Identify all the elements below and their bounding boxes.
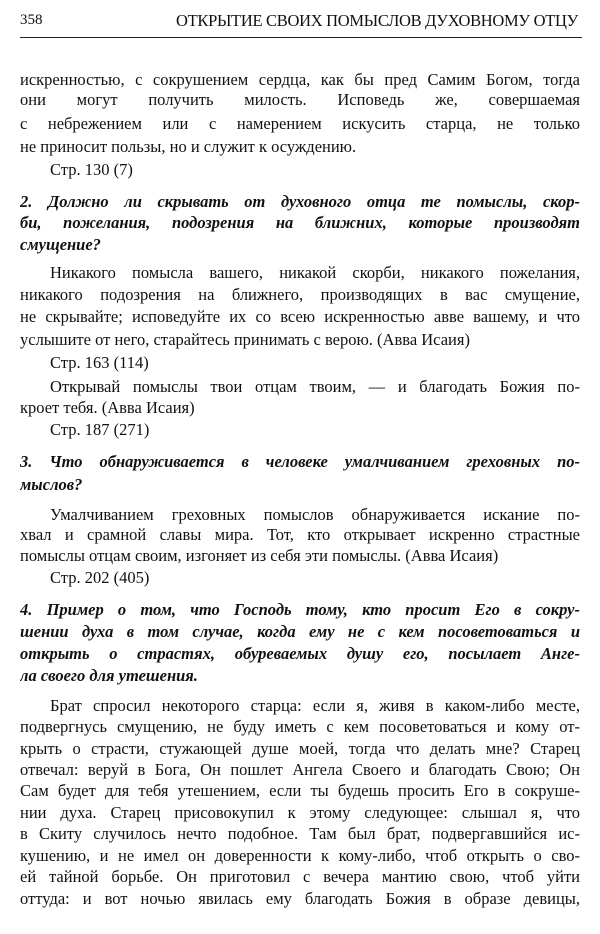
text-line: подвергнусь смущению, не буду иметь с кем посоветоваться и кому от- <box>20 717 580 736</box>
question-heading-line: 4. Пример о том, что Господь тому, кто просит Его в сокру- <box>20 600 580 619</box>
source-reference: Стр. 163 (114) <box>50 353 149 372</box>
header-rule <box>20 37 582 38</box>
text-line: Никакого помысла вашего, никакой скорби, никакого пожелания, <box>50 263 580 282</box>
question-heading-line: 3. Что обнаруживается в человеке умалчиванием греховных по- <box>20 452 580 471</box>
question-heading-line: ла своего для утешения. <box>20 666 198 685</box>
text-line: с небрежением или с намерением искусить старца, не только <box>20 114 580 133</box>
text-line: в Скиту случилось нечто подобное. Там был брат, подвергавшийся ис- <box>20 824 580 843</box>
text-line: Сам будет для тебя утешением, если ты будешь просить Его в сокруше- <box>20 781 580 800</box>
question-heading-line: шении духа в том случае, когда ему не с кем посоветоваться и <box>20 622 580 641</box>
text-line: отвечал: веруй в Бога, Он пошлет Ангела Своего и благодать Свою; Он <box>20 760 580 779</box>
page-number: 358 <box>20 12 43 28</box>
text-line: кушению, и не имел он доверенности к кому-либо, чтоб открыть о сво- <box>20 846 580 865</box>
text-line: не скрывайте; исповедуйте их со всею искренностью авве вашему, и что <box>20 307 580 326</box>
text-line: не приносит пользы, но и служит к осуждению. <box>20 137 357 156</box>
source-reference: Стр. 130 (7) <box>50 160 133 179</box>
question-heading-line: открыть о страстях, обуреваемых душу его, посылает Анге- <box>20 644 580 663</box>
text-line: Брат спросил некоторого старца: если я, живя в каком-либо месте, <box>50 696 580 715</box>
text-line: хвал и срамной славы мира. Тот, кто открывает искренно страстные <box>20 525 580 544</box>
text-line: ей тайной борьбе. Он приготовил с вечера мантию свою, чтоб уйти <box>20 867 580 886</box>
question-heading-line: би, пожелания, подозрения на ближних, которые производят <box>20 213 580 232</box>
question-heading-line: смущение? <box>20 235 101 254</box>
text-line: услышите от него, старайтесь принимать с верою. (Авва Исаия) <box>20 330 470 349</box>
question-heading-line: 2. Должно ли скрывать от духовного отца те помыслы, скор- <box>20 192 580 211</box>
text-line: крыть о страсти, стужающей душе моей, тогда что делать мне? Старец <box>20 739 580 758</box>
text-line: они могут получить милость. Исповедь же, совершаемая <box>20 90 580 109</box>
text-line: Открывай помыслы твои отцам твоим, — и благодать Божия по- <box>50 377 580 396</box>
running-title: ОТКРЫТИЕ СВОИХ ПОМЫСЛОВ ДУХОВНОМУ ОТЦУ <box>175 11 578 30</box>
text-line: нии духа. Старец присовокупил к этому следующее: слышал я, что <box>20 803 580 822</box>
text-line: кроет тебя. (Авва Исаия) <box>20 398 195 417</box>
text-line: никакого подозрения на ближнего, производящих в вас смущение, <box>20 285 580 304</box>
text-line: Умалчиванием греховных помыслов обнаруживается искание по- <box>50 505 580 524</box>
text-line: помыслы отцам своим, изгоняет из себя эти помыслы. (Авва Исаия) <box>20 546 499 565</box>
question-heading-line: мыслов? <box>20 475 83 494</box>
text-line: оттуда: и вот ночью явилась ему благодать Божия в образе девицы, <box>20 889 580 908</box>
source-reference: Стр. 187 (271) <box>50 420 150 439</box>
text-line: искренностью, с сокрушением сердца, как бы пред Самим Богом, тогда <box>20 70 580 89</box>
source-reference: Стр. 202 (405) <box>50 568 150 587</box>
